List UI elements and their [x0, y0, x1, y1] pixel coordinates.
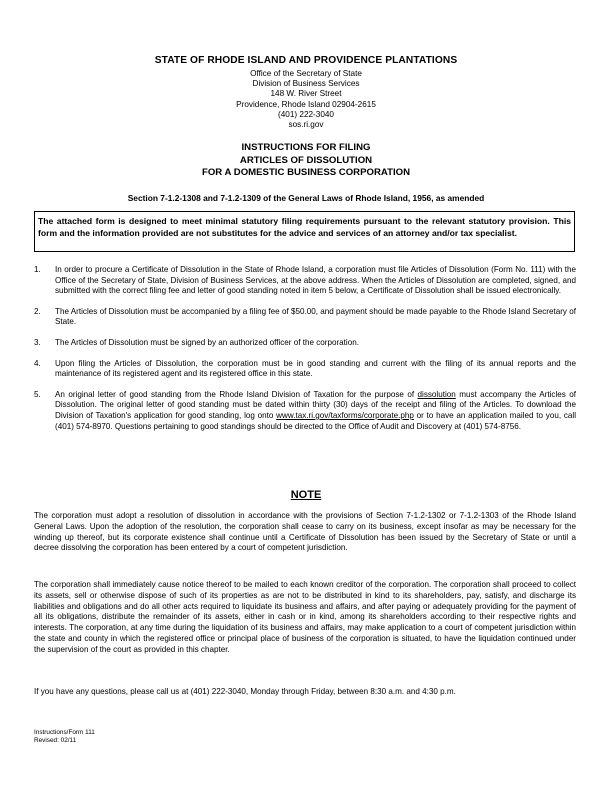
item-text: In order to procure a Certificate of Dissolution in the State of Rhode Island, a corporation must file Articles of Dissolution (Form No. 111) with the Office of the Secretary of State, Division of Business Services, at the above address. When the Articles of Dissolution are completed, signed, and submitted with the correct filing fee and letter of good standing noted in item 5 below, a Certificate of Dissolution shall be issued electronically. [55, 265, 576, 296]
item-text: The Articles of Dissolution must be accompanied by a filing fee of $50.00, and payment should be made payable to the Rhode Island Secretary of State. [55, 306, 576, 327]
street-address: 148 W. River Street [270, 89, 342, 99]
item-number: 4. [34, 358, 41, 368]
section-reference: Section 7-1.2-1308 and 7-1.2-1309 of the General Laws of Rhode Island, 1956, as amended [127, 193, 485, 203]
office-name: Office of the Secretary of State [250, 69, 362, 78]
item-text-c: or to have an application mailed to you, call (401) 574-8970. Questions pertaining to good standings should be directed to the Office of Audit and Discovery at (401) 574-8756. [55, 410, 576, 431]
phone-number: (401) 222-3040 [278, 109, 334, 119]
item-text-b: must accompany the Articles of Dissolution. The original letter of good standing must be dated within thirty (30) days of the receipt and filing of the Articles. To download the Division of Taxation's application for good standing, log onto [55, 389, 576, 420]
item-number: 2. [34, 306, 41, 316]
item-number: 3. [34, 337, 41, 347]
form-number: Instructions/Form 111 [34, 729, 95, 736]
division-name: Division of Business Services [252, 79, 360, 89]
instructions-title [0, 142, 612, 180]
item-text: Upon filing the Articles of Dissolution, the corporation must be in good standing and current with the filing of its annual reports and the maintenance of its registered agent and its registered office in this state. [55, 358, 576, 379]
website: sos.ri.gov [288, 120, 324, 130]
note-paragraph-1: The corporation must adopt a resolution of dissolution in accordance with the provisions of Section 7-1.2-1302 or 7-1.2-1303 of the Rhode Island General Laws. Upon the adoption of the resolution, the corporation shall cease to carry on its business, except insofar as may be necessary for the winding up thereof, but its corporate existence shall continue until a Certificate of Dissolution has been issued by the Secretary of State or until a decree dissolving the corporation has been entered by a court of competent jurisdiction. [34, 511, 576, 553]
instructions-line-2: ARTICLES OF DISSOLUTION [239, 154, 373, 166]
item-number: 1. [34, 265, 41, 274]
disclaimer-box: The attached form is designed to meet minimal statutory filing requirements pursuant to the relevant statutory provision. This form and the information provided are not substitutes for the advice and services of an attorney and/or tax specialist. [34, 211, 575, 252]
revision-date: Revised: 02/11 [34, 737, 77, 745]
note-paragraph-3: If you have any questions, please call us at (401) 222-3040, Monday through Friday, between 8:30 a.m. and 4:30 p.m. [34, 687, 456, 696]
form-footer [34, 729, 95, 745]
list-item [34, 265, 576, 297]
city-address: Providence, Rhode Island 02904-2615 [236, 99, 376, 109]
tax-forms-link[interactable]: www.tax.ri.gov/taxforms/corporate.php [276, 410, 414, 420]
list-item [34, 338, 576, 349]
dissolution-underlined: dissolution [417, 389, 456, 399]
list-item [34, 390, 576, 432]
list-item [34, 359, 576, 380]
list-item [34, 307, 576, 328]
instructions-list [34, 265, 576, 432]
item-text: The Articles of Dissolution must be signed by an authorized officer of the corporation. [55, 337, 359, 347]
item-text-a: An original letter of good standing from the Rhode Island Division of Taxation for the purpose of [55, 389, 418, 399]
note-paragraph-2: The corporation shall immediately cause notice thereof to be mailed to each known creditor of the corporation. The corporation shall proceed to collect its assets, sell or otherwise dispose of such of its properties as are not to be distributed in kind to its shareholders, pay, satisfy, and discharge its liabilities and obligations and do all other acts required to liquidate its business and affairs, and after paying or adequately providing for the payment of all its obligations, distribute the remainder of its assets, either in cash or in kind, among its shareholders according to their respective rights and interests. The corporation, at any time during the liquidation of its business and affairs, may make application to a court of competent jurisdiction within the state and county in which the registered office or principal place of business of the corporation is situated, to have the liquidation continued under the supervision of the court as provided in this chapter. [34, 580, 576, 654]
letterhead [0, 55, 612, 130]
instructions-line-1: INSTRUCTIONS FOR FILING [241, 142, 371, 153]
item-number: 5. [34, 389, 41, 399]
state-title: STATE OF RHODE ISLAND AND PROVIDENCE PLANTATIONS [154, 55, 458, 66]
note-title: NOTE [290, 489, 322, 501]
instructions-line-3: FOR A DOMESTIC BUSINESS CORPORATION [201, 167, 411, 178]
